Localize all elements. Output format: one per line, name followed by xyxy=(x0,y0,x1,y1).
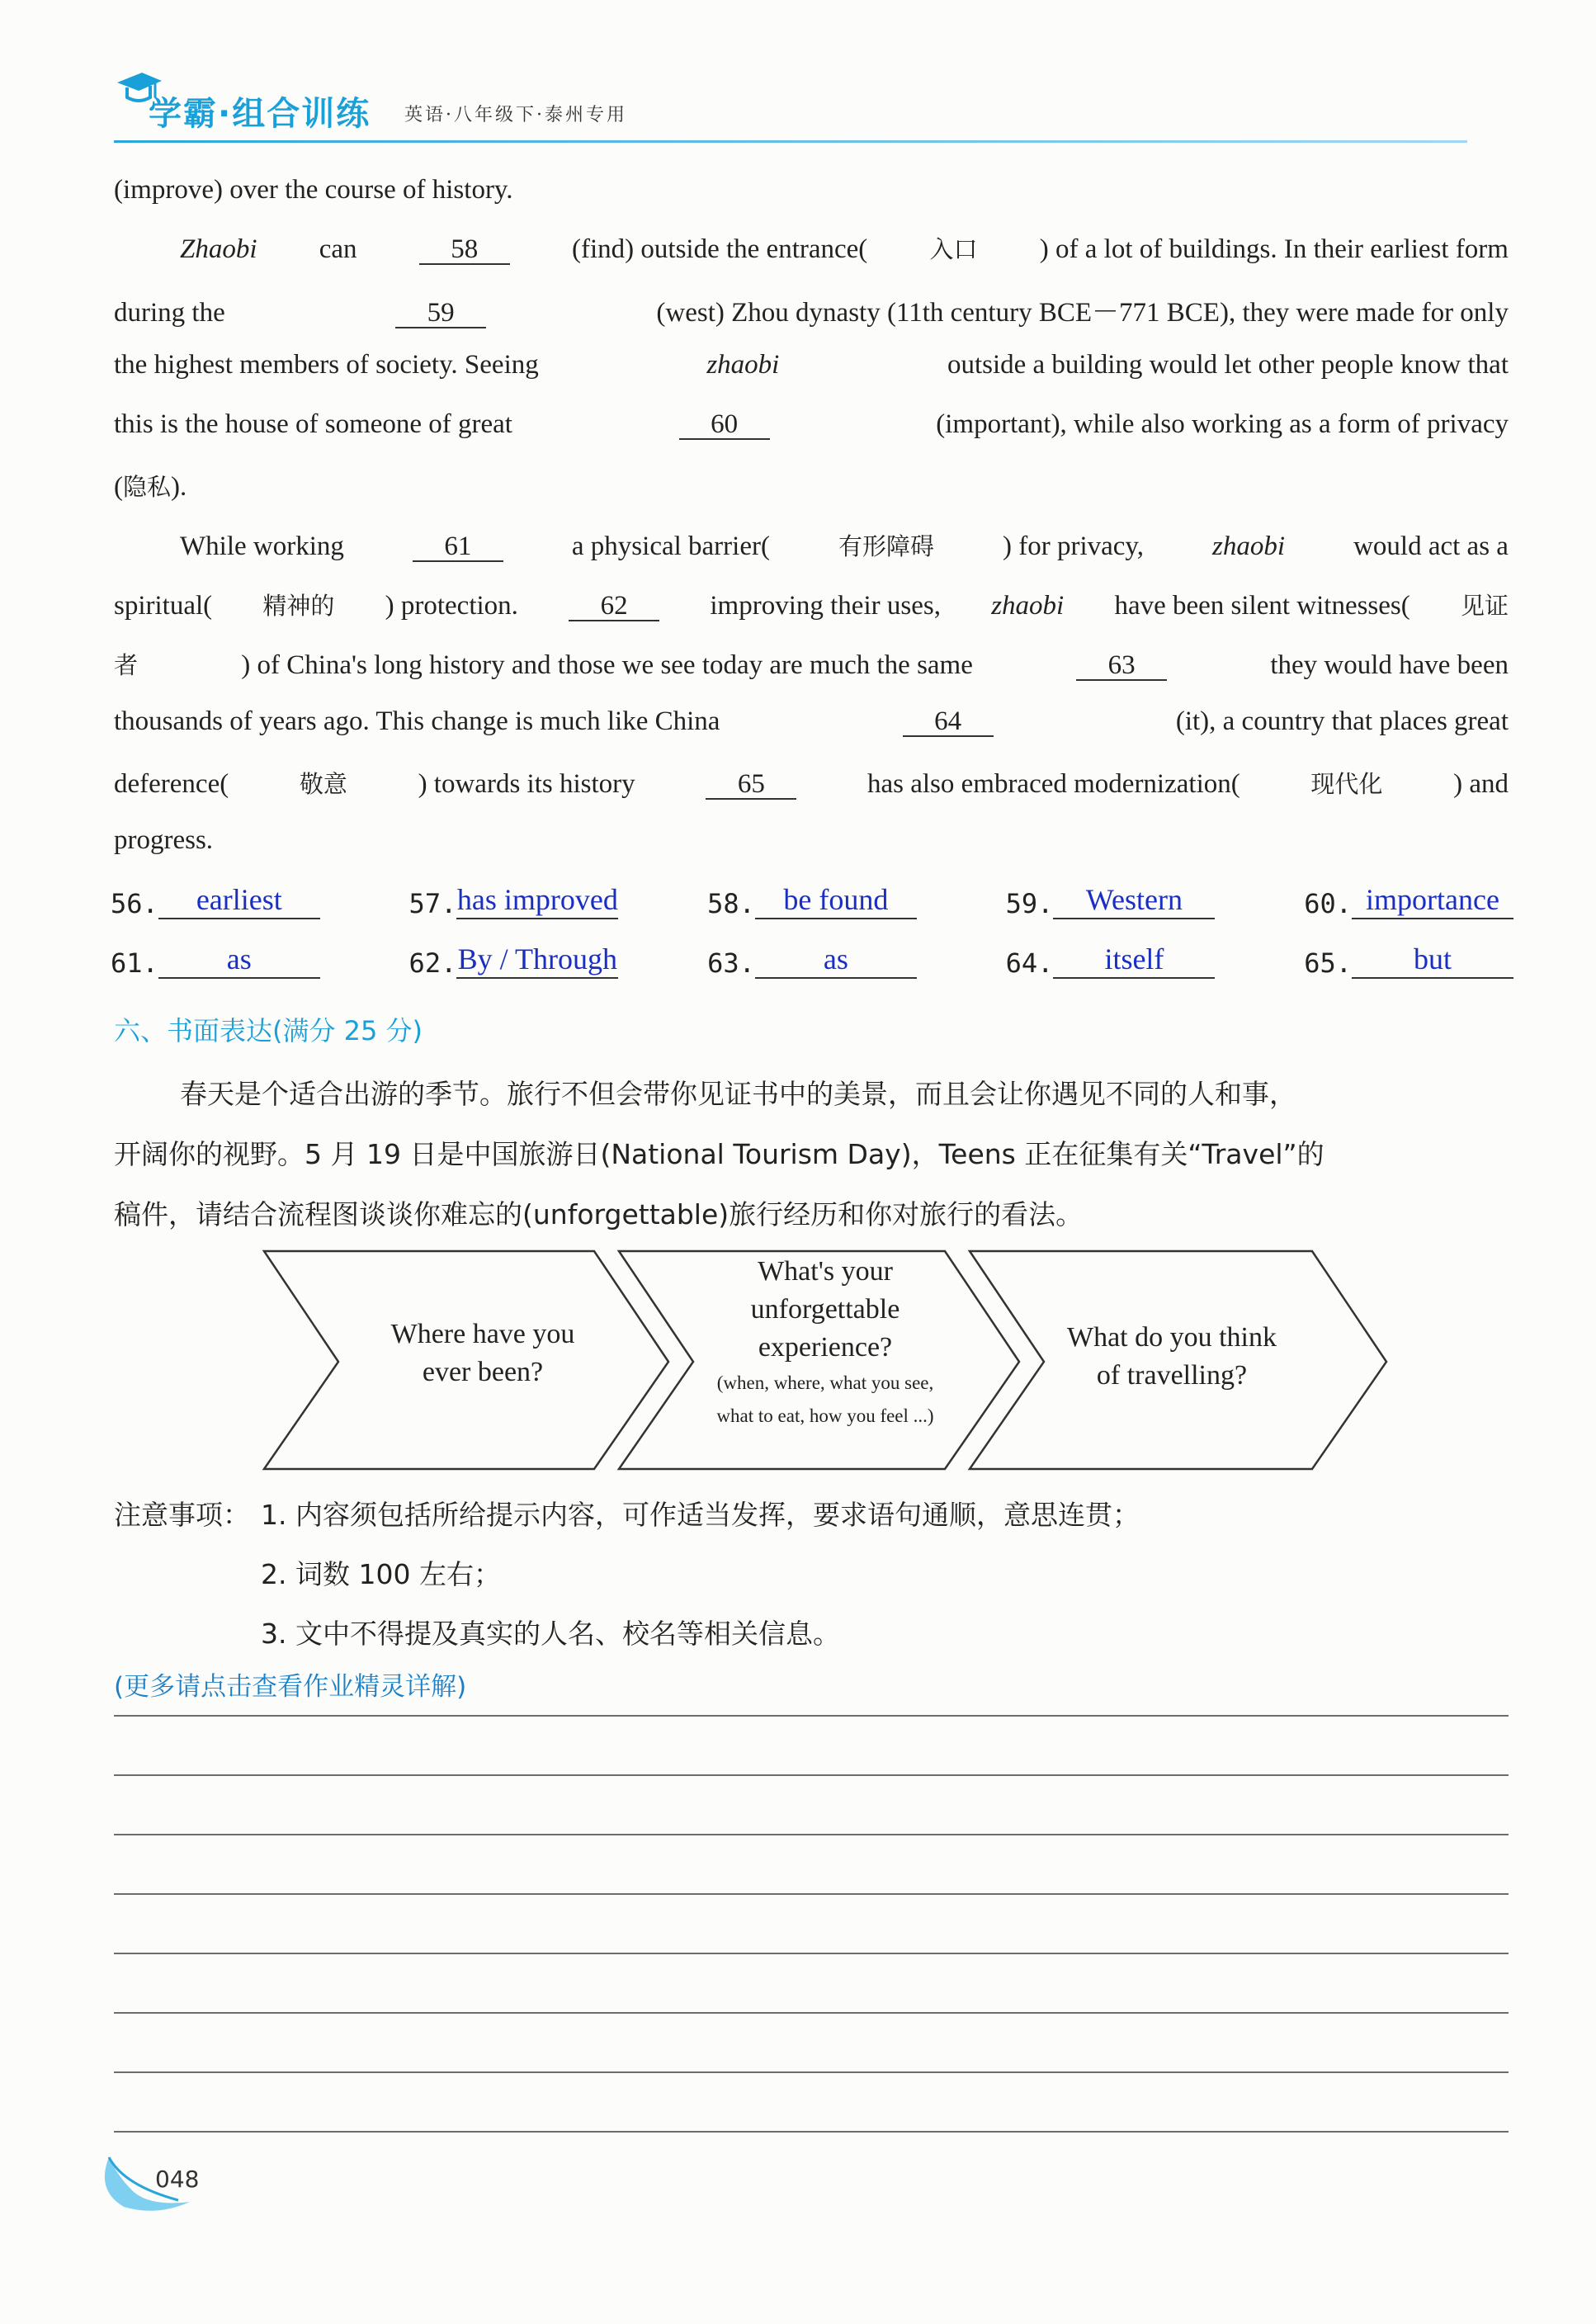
answer-number: 59. xyxy=(1005,888,1054,919)
passage-text: ) for privacy, xyxy=(1003,531,1145,561)
passage-p1-line-4 xyxy=(114,409,1509,440)
answer-row-2 xyxy=(111,941,1513,979)
passage-text: during the xyxy=(114,298,225,328)
passage-text: can xyxy=(319,234,357,264)
flow-step-2-line: What's your xyxy=(758,1256,893,1287)
passage-text: progress. xyxy=(114,825,214,855)
answer-value: has improved xyxy=(456,881,618,919)
flow-step-2-hint: what to eat, how you feel ...) xyxy=(716,1405,934,1426)
passage-text: ) towards its history xyxy=(418,769,635,799)
answer-number: 63. xyxy=(707,947,755,979)
passage-p2-line-5 xyxy=(114,766,1509,800)
page-header xyxy=(114,64,1467,140)
brand-title: 学霸·组合训练 xyxy=(149,95,371,133)
writing-line[interactable] xyxy=(114,1715,1509,1717)
writing-line[interactable] xyxy=(114,1834,1509,1835)
passage-text: ( xyxy=(114,472,123,502)
passage-text: thousands of years ago. This change is much like China xyxy=(114,706,720,736)
answer-value: itself xyxy=(1053,941,1215,979)
passage-p2-line-6 xyxy=(114,825,1509,856)
answer-number: 57. xyxy=(408,888,457,919)
answer-number: 64. xyxy=(1005,947,1054,979)
passage-text: (west) Zhou dynasty (11th century BCE－771 BCE), they were made for only xyxy=(656,298,1509,328)
answer-item xyxy=(111,941,320,979)
passage-chinese-gloss: 精神的 xyxy=(262,592,335,620)
blank-64: 64 xyxy=(903,707,994,737)
note-3: 3. 文中不得提及真实的人名、校名等相关信息。 xyxy=(261,1618,840,1650)
answer-number: 65. xyxy=(1304,947,1352,979)
writing-line[interactable] xyxy=(114,2012,1509,2014)
passage-italic-word: zhaobi xyxy=(991,591,1065,621)
answer-value: By / Through xyxy=(456,941,618,979)
flow-step-3 xyxy=(1040,1319,1304,1395)
passage-text: outside a building would let other people know that xyxy=(947,350,1509,380)
passage-text: (find) outside the entrance( xyxy=(572,234,868,264)
flow-step-2 xyxy=(685,1253,966,1433)
passage-text: ) protection. xyxy=(385,591,518,621)
answer-row-1 xyxy=(111,881,1513,919)
passage-p2-line-3 xyxy=(114,647,1509,681)
writing-line[interactable] xyxy=(114,2131,1509,2133)
header-divider xyxy=(114,140,1467,143)
passage-chinese-gloss: 现代化 xyxy=(1310,770,1383,798)
passage-text: spiritual( xyxy=(114,591,213,621)
passage-p2-line-4 xyxy=(114,706,1509,737)
blank-61: 61 xyxy=(413,532,503,562)
passage-chinese-gloss: 隐私 xyxy=(123,473,172,501)
passage-italic-word: zhaobi xyxy=(706,350,780,380)
passage-text: has also embraced modernization( xyxy=(866,769,1240,799)
passage-chinese-gloss: 敬意 xyxy=(299,770,347,798)
answer-value: but xyxy=(1352,941,1513,979)
writing-line[interactable] xyxy=(114,1774,1509,1776)
passage-text: the highest members of society. Seeing xyxy=(114,350,539,380)
passage-text: improving their uses, xyxy=(710,591,941,621)
passage-p2-line-2 xyxy=(114,588,1509,621)
passage-text: ) of China's long history and those we see today are much the same xyxy=(241,650,973,680)
answer-item xyxy=(1006,941,1216,979)
more-details-link[interactable]: (更多请点击查看作业精灵详解) xyxy=(114,1672,467,1702)
answer-value: Western xyxy=(1053,881,1215,919)
flow-step-1 xyxy=(347,1316,619,1391)
flow-step-1-line: Where have you xyxy=(390,1319,575,1349)
passage-text: this is the house of someone of great xyxy=(114,409,512,439)
passage-italic-word: Zhaobi xyxy=(180,234,257,264)
answer-item xyxy=(1304,941,1513,979)
flow-chart xyxy=(248,1241,1395,1472)
passage-text: While working xyxy=(180,531,344,561)
answer-number: 61. xyxy=(111,947,158,979)
passage-text: a physical barrier( xyxy=(571,531,770,561)
flow-step-2-line: experience? xyxy=(758,1332,893,1363)
answer-item xyxy=(1304,881,1513,919)
passage-text: ) and xyxy=(1453,769,1509,799)
answer-item xyxy=(707,881,917,919)
passage-line-0 xyxy=(114,175,1509,205)
passage-text: they would have been xyxy=(1270,650,1509,680)
note-2: 2. 词数 100 左右； xyxy=(261,1558,501,1590)
blank-63: 63 xyxy=(1076,651,1167,681)
answer-value: importance xyxy=(1352,881,1513,919)
passage-text: ) of a lot of buildings. In their earliest form xyxy=(1039,234,1509,264)
passage-p1-line-2 xyxy=(114,290,1509,329)
flow-step-2-hint: (when, where, what you see, xyxy=(716,1372,934,1393)
answer-value: as xyxy=(755,941,917,979)
answer-value: earliest xyxy=(158,881,320,919)
passage-text: have been silent witnesses( xyxy=(1114,591,1410,621)
passage-text: (important), while also working as a form of privacy xyxy=(936,409,1509,439)
page-number: 048 xyxy=(155,2166,200,2193)
flow-step-2-line: unforgettable xyxy=(750,1294,900,1325)
writing-line[interactable] xyxy=(114,2071,1509,2073)
answer-item xyxy=(111,881,320,919)
prompt-line-2: 开阔你的视野。5 月 19 日是中国旅游日(National Tourism Day)，Teens 正在征集有关“Travel”的 xyxy=(114,1138,1324,1170)
answer-number: 58. xyxy=(707,888,755,919)
passage-text: (improve) over the course of history. xyxy=(114,175,513,205)
flow-step-3-line: What do you think xyxy=(1066,1322,1277,1353)
answer-number: 62. xyxy=(408,947,457,979)
prompt-line-3: 稿件，请结合流程图谈谈你难忘的(unforgettable)旅行经历和你对旅行的看法。 xyxy=(114,1198,1084,1230)
answer-item xyxy=(707,941,917,979)
answer-value: be found xyxy=(755,881,917,919)
blank-62: 62 xyxy=(569,592,659,621)
blank-59: 59 xyxy=(395,299,486,328)
writing-line[interactable] xyxy=(114,1893,1509,1895)
notes-label: 注意事项： xyxy=(114,1499,250,1531)
blank-58: 58 xyxy=(419,235,510,265)
passage-text: would act as a xyxy=(1353,531,1509,561)
passage-p1-line-3 xyxy=(114,350,1509,380)
answer-number: 56. xyxy=(111,888,158,919)
flow-step-3-line: of travelling? xyxy=(1096,1360,1248,1391)
passage-chinese-gloss: 入口 xyxy=(929,235,978,263)
passage-text: (it), a country that places great xyxy=(1175,706,1509,736)
passage-p2-line-1 xyxy=(114,528,1509,562)
writing-line[interactable] xyxy=(114,1953,1509,1954)
passage-p1-line-5 xyxy=(114,469,1509,503)
book-subtitle: 英语·八年级下·泰州专用 xyxy=(404,105,627,125)
prompt-line-1: 春天是个适合出游的季节。旅行不但会带你见证书中的美景，而且会让你遇见不同的人和事， xyxy=(180,1078,1296,1110)
passage-text: deference( xyxy=(114,769,229,799)
answer-item xyxy=(409,941,619,979)
answer-item xyxy=(1006,881,1216,919)
answer-number: 60. xyxy=(1304,888,1352,919)
answer-item xyxy=(409,881,619,919)
blank-65: 65 xyxy=(706,770,796,800)
passage-chinese-gloss: 者 xyxy=(114,651,139,679)
note-1: 1. 内容须包括所给提示内容，可作适当发挥，要求语句通顺，意思连贯； xyxy=(261,1499,1140,1531)
passage-text: ). xyxy=(171,472,187,502)
flow-step-1-line: ever been? xyxy=(422,1357,544,1387)
answer-value: as xyxy=(158,941,320,979)
blank-60: 60 xyxy=(679,410,770,440)
passage-italic-word: zhaobi xyxy=(1212,531,1286,561)
passage-chinese-gloss: 见证 xyxy=(1460,592,1509,620)
section-title: 六、书面表达(满分 25 分) xyxy=(114,1015,423,1046)
passage-p1-line-1 xyxy=(114,231,1509,265)
passage-chinese-gloss: 有形障碍 xyxy=(838,532,934,560)
